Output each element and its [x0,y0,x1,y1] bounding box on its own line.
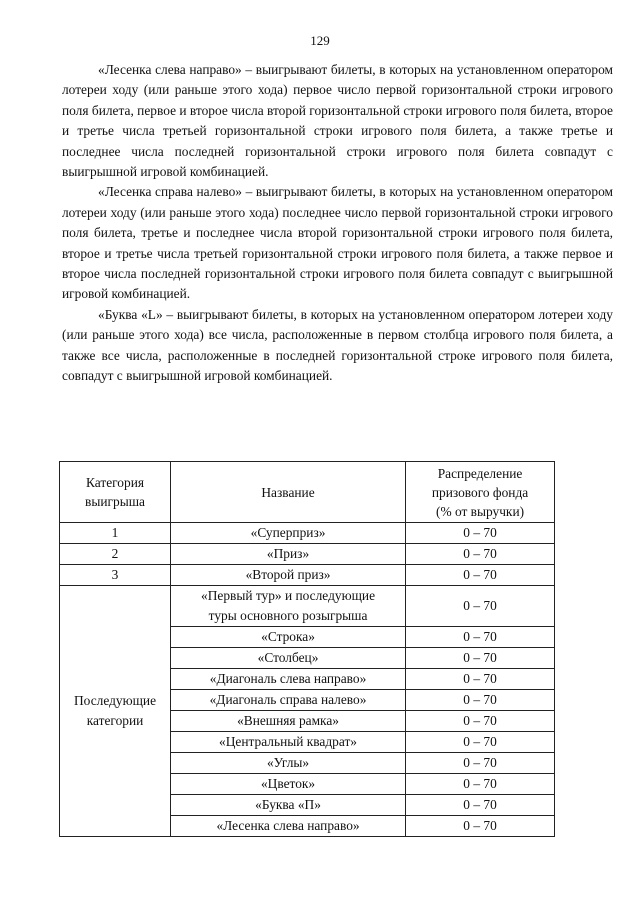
page-number: 129 [310,33,330,48]
cell-share: 0 – 70 [406,544,555,565]
table-row [60,523,555,544]
cell-name: «Внешняя рамка» [171,711,406,732]
cell-name: «Приз» [171,544,406,565]
cell-name: «Первый тур» и последующие туры основного розыгрыша [171,586,406,627]
header-name: Название [171,462,406,523]
cell-share: 0 – 70 [406,648,555,669]
table-row [60,565,555,586]
table-row [60,586,555,627]
cell-name: «Столбец» [171,648,406,669]
cell-share: 0 – 70 [406,523,555,544]
cell-category: 3 [60,565,171,586]
cell-category: 1 [60,523,171,544]
cell-share: 0 – 70 [406,795,555,816]
paragraph-ladder-left-right: «Лесенка слева направо» – выигрывают билеты, в которых на установленном оператором лотереи ходу (или раньше этого хода) первое число первой горизонтальной строки игрового поля билета, первое и второе числа второй горизонтальной строки игрового поля билета, второе и третье числа третьей горизонтальной строки игрового поля билета, а также третье и последнее числа последней горизонтальной строки игрового поля билета совпадут с выигрышной игровой комбинацией. [62,62,613,180]
body-text [62,60,613,387]
table-row [60,544,555,565]
cell-share: 0 – 70 [406,690,555,711]
cell-share: 0 – 70 [406,627,555,648]
paragraph-letter-l: «Буква «L» – выигрывают билеты, в которых на установленном оператором лотереи ходу (или раньше этого хода) все числа, расположенные в первом столбца игрового поля билета, а также все числа, расположенные в последней горизонтальной строке игрового поля билета, совпадут с выигрышной игровой комбинацией. [62,306,613,384]
table-body [60,523,555,837]
cell-share: 0 – 70 [406,669,555,690]
cell-name: «Строка» [171,627,406,648]
cell-category: 2 [60,544,171,565]
cell-subsequent-categories: Последующие категории [60,586,171,837]
header-category: Категория выигрыша [60,462,171,523]
cell-name: «Цветок» [171,774,406,795]
cell-name: «Центральный квадрат» [171,732,406,753]
cell-name: «Второй приз» [171,565,406,586]
cell-share: 0 – 70 [406,774,555,795]
header-share: Распределение призового фонда (% от выручки) [406,462,555,523]
table-header-row [60,462,555,523]
paragraph-ladder-right-left: «Лесенка справа налево» – выигрывают билеты, в которых на установленном оператором лотереи ходу (или раньше этого хода) последнее число первой горизонтальной строки игрового поля билета, третье и последнее числа второй горизонтальной строки игрового поля билета, второе и третье числа третьей горизонтальной строки игрового поля билета, а также первое и второе числа последней горизонтальной строки игрового поля билета совпадут с выигрышной игровой комбинацией. [62,184,613,302]
cell-share: 0 – 70 [406,711,555,732]
cell-name: «Суперприз» [171,523,406,544]
cell-share: 0 – 70 [406,565,555,586]
cell-share: 0 – 70 [406,753,555,774]
cell-name: «Диагональ справа налево» [171,690,406,711]
cell-name: «Буква «П» [171,795,406,816]
cell-name: «Диагональ слева направо» [171,669,406,690]
cell-name: «Углы» [171,753,406,774]
prize-table [59,461,555,837]
cell-share: 0 – 70 [406,816,555,837]
cell-share: 0 – 70 [406,586,555,627]
cell-share: 0 – 70 [406,732,555,753]
cell-name: «Лесенка слева направо» [171,816,406,837]
